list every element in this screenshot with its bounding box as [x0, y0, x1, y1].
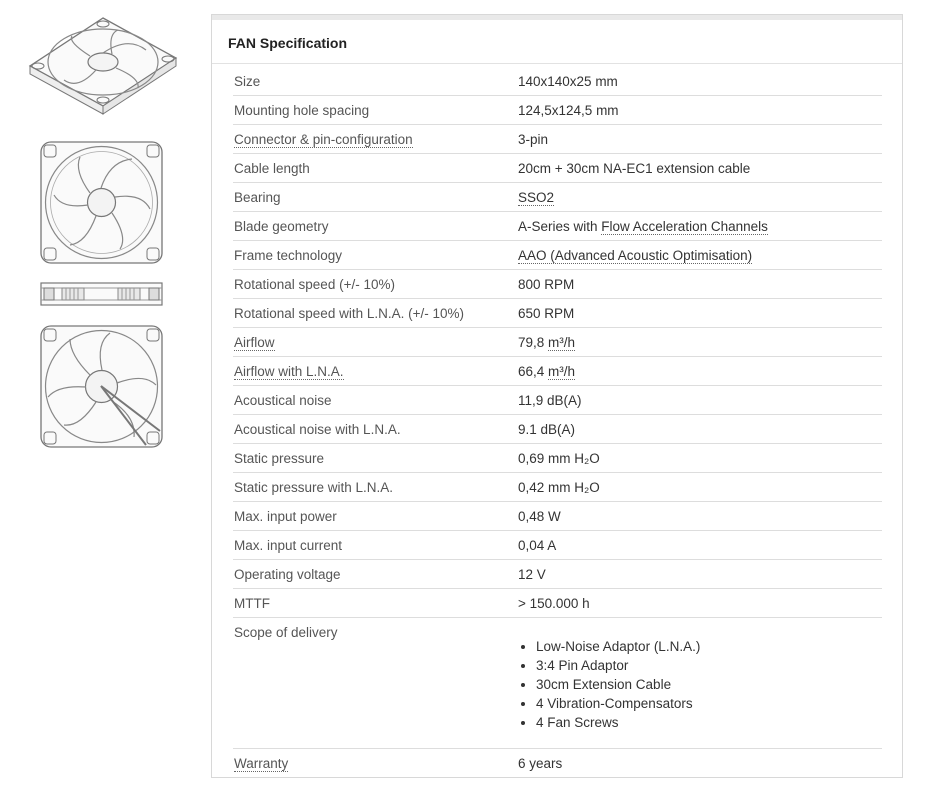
- spec-value: [518, 306, 574, 321]
- spec-value: [518, 596, 590, 611]
- spec-label: Max. input power: [234, 509, 337, 524]
- spec-table: [233, 67, 882, 778]
- spec-value: [518, 538, 556, 553]
- spec-value: [518, 248, 752, 263]
- spec-value-prefix: 66,4: [518, 364, 549, 379]
- spec-value-text: 20cm + 30cm NA-EC1 extension cable: [518, 161, 751, 176]
- spec-value-text: 0,42 mm H₂O: [518, 480, 600, 495]
- spec-label: Frame technology: [234, 248, 343, 263]
- spec-label: Acoustical noise with L.N.A.: [234, 422, 401, 437]
- warranty-link[interactable]: Warranty: [234, 756, 289, 771]
- spec-value-prefix: A-Series with: [518, 219, 602, 234]
- product-thumbnails: [0, 0, 205, 788]
- spec-value: [518, 335, 575, 350]
- scope-item: • 3:4 Pin Adaptor: [536, 656, 700, 675]
- header-divider: [212, 63, 902, 64]
- spec-row: [233, 560, 882, 589]
- scope-item: • 4 Vibration-Compensators: [536, 694, 700, 713]
- scope-item: • 30cm Extension Cable: [536, 675, 700, 694]
- spec-row: [233, 502, 882, 531]
- scope-item: • Low-Noise Adaptor (L.N.A.): [536, 637, 700, 656]
- spec-value-link[interactable]: SSO2: [518, 190, 555, 205]
- spec-value: [518, 451, 600, 466]
- spec-value: [518, 190, 554, 205]
- spec-label: Scope of delivery: [234, 625, 338, 640]
- spec-label: Acoustical noise: [234, 393, 332, 408]
- spec-row: [233, 154, 882, 183]
- spec-label: Size: [234, 74, 261, 89]
- spec-value: [518, 480, 600, 495]
- spec-row: [233, 212, 882, 241]
- spec-value-text: > 150.000 h: [518, 596, 590, 611]
- panel-top-bar: [212, 15, 902, 20]
- spec-row: [233, 531, 882, 560]
- fan-isometric-thumbnail[interactable]: [28, 16, 178, 118]
- scope-of-delivery-list: [518, 637, 700, 732]
- spec-value-text: 140x140x25 mm: [518, 74, 618, 89]
- spec-value: [518, 219, 768, 234]
- spec-value-text: 3-pin: [518, 132, 549, 147]
- spec-row: [233, 270, 882, 299]
- spec-value-text: 0,48 W: [518, 509, 561, 524]
- spec-label: Rotational speed (+/- 10%): [234, 277, 395, 292]
- spec-value-text: 12 V: [518, 567, 546, 582]
- panel-title: FAN Specification: [228, 35, 348, 51]
- spec-label-link[interactable]: Airflow: [234, 335, 275, 350]
- spec-value-prefix: 79,8: [518, 335, 549, 350]
- spec-value: [518, 132, 548, 147]
- spec-value-link[interactable]: Flow Acceleration Channels: [601, 219, 768, 234]
- spec-row-scope-of-delivery: [233, 618, 882, 749]
- spec-label: Operating voltage: [234, 567, 341, 582]
- spec-value: [518, 509, 561, 524]
- spec-value: [518, 161, 750, 176]
- spec-row: [233, 125, 882, 154]
- spec-label: Cable length: [234, 161, 310, 176]
- spec-row: [233, 444, 882, 473]
- spec-value-text: 11,9 dB(A): [518, 393, 582, 408]
- spec-value: [518, 103, 619, 118]
- spec-row: [233, 299, 882, 328]
- spec-value: [518, 567, 546, 582]
- fan-side-thumbnail[interactable]: [40, 282, 163, 306]
- spec-row: [233, 386, 882, 415]
- spec-value-text: 9.1 dB(A): [518, 422, 576, 437]
- spec-label: Bearing: [234, 190, 281, 205]
- spec-label: Mounting hole spacing: [234, 103, 370, 118]
- spec-row-warranty: [233, 749, 882, 778]
- scope-item: • 4 Fan Screws: [536, 713, 700, 732]
- spec-value: [518, 422, 575, 437]
- spec-label-link[interactable]: Airflow with L.N.A.: [234, 364, 344, 379]
- spec-label-link[interactable]: Connector & pin-configuration: [234, 132, 413, 147]
- spec-value: [518, 364, 575, 379]
- spec-row: [233, 241, 882, 270]
- spec-panel: [211, 14, 903, 778]
- spec-row: [233, 67, 882, 96]
- spec-value-text: 650 RPM: [518, 306, 575, 321]
- spec-value: [518, 277, 574, 292]
- spec-row: [233, 589, 882, 618]
- spec-value-link[interactable]: m³/h: [548, 364, 576, 379]
- spec-row: [233, 328, 882, 357]
- spec-value: [518, 393, 582, 408]
- spec-value-link[interactable]: AAO (Advanced Acoustic Optimisation): [518, 248, 753, 263]
- spec-row: [233, 473, 882, 502]
- spec-value: 6 years: [518, 756, 563, 771]
- spec-label: Rotational speed with L.N.A. (+/- 10%): [234, 306, 464, 321]
- spec-row: [233, 183, 882, 212]
- spec-label: Blade geometry: [234, 219, 329, 234]
- fan-front-thumbnail[interactable]: [40, 141, 163, 264]
- spec-value-text: 124,5x124,5 mm: [518, 103, 619, 118]
- spec-row: [233, 96, 882, 125]
- spec-value-link[interactable]: m³/h: [548, 335, 576, 350]
- spec-label: MTTF: [234, 596, 270, 611]
- spec-value-text: 800 RPM: [518, 277, 575, 292]
- spec-label: Static pressure with L.N.A.: [234, 480, 394, 495]
- spec-value-text: 0,04 A: [518, 538, 557, 553]
- spec-value: [518, 74, 618, 89]
- spec-label: Static pressure: [234, 451, 325, 466]
- spec-value-text: 0,69 mm H₂O: [518, 451, 600, 466]
- fan-back-thumbnail[interactable]: [40, 325, 163, 448]
- spec-row: [233, 415, 882, 444]
- spec-row: [233, 357, 882, 386]
- spec-label: Max. input current: [234, 538, 343, 553]
